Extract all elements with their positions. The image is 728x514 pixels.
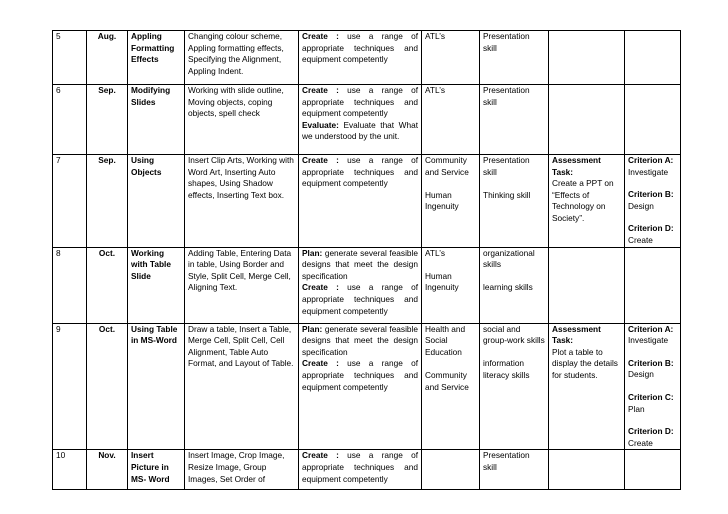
month: Oct.: [87, 247, 128, 323]
objective-label: Create :: [302, 85, 339, 95]
objectives: [299, 323, 422, 450]
objective-label: Evaluate:: [302, 119, 339, 130]
criterion-name: Investigate: [628, 335, 669, 346]
assessment-task: [549, 450, 625, 490]
criterion-name: Investigate: [628, 166, 669, 177]
objective-item: [302, 248, 418, 283]
content: Draw a table, Insert a Table, Merge Cell, Split Cell, Cell Alignment, Table Auto Format, and Layout of Table.: [185, 323, 299, 450]
criterion-name: Plan: [628, 403, 645, 414]
objective-text: Evaluate that What we understood by the unit.: [302, 119, 418, 142]
table-row: [53, 31, 681, 85]
criterion-title: Criterion A:: [628, 323, 674, 334]
atl-areas: [422, 323, 480, 450]
objectives: [299, 31, 422, 85]
objectives: [299, 85, 422, 155]
unit-title: Using Objects: [128, 155, 185, 248]
assessment-task-text: Create a PPT on “Effects of Technology on Society”.: [552, 178, 614, 223]
skills: [480, 85, 549, 155]
objective-text: use a range of appropriate techniques and equipment competently: [302, 282, 418, 316]
atl-item: Health and Social Education: [425, 323, 466, 357]
criterion-name: Create: [628, 234, 653, 245]
criteria: [625, 155, 681, 248]
criteria: [625, 247, 681, 323]
assessment-task: [549, 85, 625, 155]
skill-item: information literacy skills: [483, 358, 530, 380]
objective-text: use a range of appropriate techniques and equipment competently: [302, 450, 418, 484]
objective-label: Plan:: [302, 323, 323, 334]
objectives: [299, 450, 422, 490]
skill-item: social and group-work skills: [483, 323, 545, 346]
spacer: [483, 347, 545, 359]
criterion-title: Criterion D:: [628, 426, 674, 437]
month: Oct.: [87, 323, 128, 450]
assessment-task-title: Assessment Task:: [552, 323, 601, 346]
atl-item: Community and Service: [425, 155, 469, 177]
week-number: 5: [53, 31, 87, 85]
criterion-title: Criterion A:: [628, 155, 674, 165]
objective-item: [302, 120, 418, 143]
criteria: [625, 31, 681, 85]
atl-item: ATL’s: [425, 85, 445, 95]
objective-label: Create :: [302, 450, 339, 461]
criterion-name: Design: [628, 200, 654, 211]
objective-label: Create :: [302, 358, 339, 369]
unit-title: Working with Table Slide: [128, 247, 185, 323]
spacer: [483, 271, 545, 283]
skill-item: learning skills: [483, 282, 533, 293]
spacer: [425, 178, 476, 190]
objective-item: [302, 450, 418, 485]
spacer: [425, 259, 476, 271]
objective-text: generate several feasible designs that meet the design specification: [302, 323, 418, 357]
objective-item: [302, 31, 418, 66]
criterion-title: Criterion B:: [628, 357, 674, 368]
month: Aug.: [87, 31, 128, 85]
objective-text: generate several feasible designs that meet the design specification: [302, 247, 418, 281]
content: Adding Table, Entering Data in table, Using Border and Style, Split Cell, Merge Cell, Aligning Text.: [185, 247, 299, 323]
curriculum-table: [52, 30, 681, 490]
assessment-task: [549, 323, 625, 450]
atl-item: Human Ingenuity: [425, 189, 459, 212]
skills: [480, 31, 549, 85]
atl-item: ATL’s: [425, 247, 445, 258]
objective-item: [302, 85, 418, 120]
criterion-name: Design: [628, 369, 654, 380]
table-row: [53, 323, 681, 450]
objective-label: Create :: [302, 282, 339, 293]
atl-areas: [422, 247, 480, 323]
criterion-title: Criterion B:: [628, 189, 674, 200]
unit-title: Appling Formatting Effects: [128, 31, 185, 85]
unit-title: Insert Picture in MS- Word: [128, 450, 185, 490]
table-row: [53, 85, 681, 155]
criteria: [625, 450, 681, 490]
objective-item: [302, 282, 418, 317]
atl-areas: [422, 450, 480, 490]
skills: [480, 450, 549, 490]
assessment-task: [549, 247, 625, 323]
criterion-name: Create: [628, 437, 653, 448]
skill-item: Presentation skill: [483, 31, 530, 53]
skills: [480, 155, 549, 248]
skill-item: Presentation skill: [483, 450, 530, 472]
atl-item: Human Ingenuity: [425, 270, 459, 293]
objective-text: use a range of appropriate techniques and equipment competently: [302, 31, 418, 65]
month: Sep.: [87, 85, 128, 155]
spacer: [483, 178, 545, 190]
skill-item: Presentation skill: [483, 85, 530, 107]
unit-title: Modifying Slides: [128, 85, 185, 155]
week-number: 9: [53, 323, 87, 450]
objective-label: Plan:: [302, 247, 323, 258]
objective-text: use a range of appropriate techniques and equipment competently: [302, 85, 418, 119]
atl-item: ATL’s: [425, 31, 445, 41]
criterion-title: Criterion D:: [628, 223, 674, 234]
week-number: 6: [53, 85, 87, 155]
content: Insert Clip Arts, Working with Word Art, Inserting Auto shapes, Using Shadow effects, Inserting Text box.: [185, 155, 299, 248]
objective-text: use a range of appropriate techniques and equipment competently: [302, 358, 418, 392]
objectives: [299, 247, 422, 323]
content: Working with slide outline, Moving objects, coping objects, spell check: [185, 85, 299, 155]
skills: [480, 323, 549, 450]
objective-item: [302, 324, 418, 359]
assessment-task-title: Assessment Task:: [552, 155, 601, 177]
criteria: [625, 323, 681, 450]
content: Insert Image, Crop Image, Resize Image, Group Images, Set Order of: [185, 450, 299, 490]
unit-title: Using Table in MS-Word: [128, 323, 185, 450]
month: Sep.: [87, 155, 128, 248]
week-number: 8: [53, 247, 87, 323]
skills: [480, 247, 549, 323]
atl-item: Community and Service: [425, 369, 469, 392]
criteria: [625, 85, 681, 155]
objective-text: use a range of appropriate techniques and equipment competently: [302, 155, 418, 189]
objective-label: Create :: [302, 155, 339, 165]
objective-item: [302, 155, 418, 190]
atl-areas: [422, 31, 480, 85]
objectives: [299, 155, 422, 248]
week-number: 7: [53, 155, 87, 248]
spacer: [425, 358, 476, 370]
table-row: [53, 155, 681, 248]
skill-item: organizational skills: [483, 247, 535, 270]
content: Changing colour scheme, Appling formatting effects, Specifying the Alignment, Appling Indent.: [185, 31, 299, 85]
atl-areas: [422, 85, 480, 155]
table-row: [53, 247, 681, 323]
assessment-task: [549, 155, 625, 248]
table-row: [53, 450, 681, 490]
atl-areas: [422, 155, 480, 248]
skill-item: Thinking skill: [483, 189, 531, 200]
objective-label: Create :: [302, 31, 339, 41]
assessment-task-text: Plot a table to display the details for students.: [552, 346, 618, 380]
assessment-task: [549, 31, 625, 85]
week-number: 10: [53, 450, 87, 490]
month: Nov.: [87, 450, 128, 490]
criterion-title: Criterion C:: [628, 391, 674, 402]
objective-item: [302, 358, 418, 393]
skill-item: Presentation skill: [483, 155, 530, 177]
table-body: [53, 31, 681, 490]
